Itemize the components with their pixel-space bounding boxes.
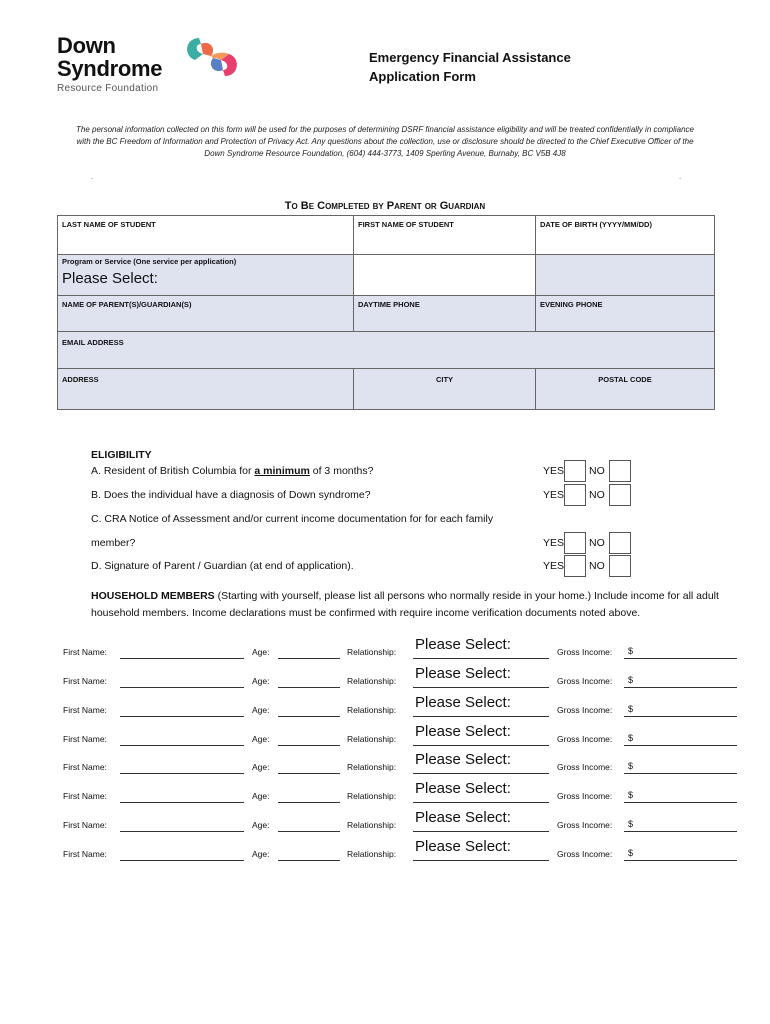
relationship-label: Relationship: (347, 734, 397, 744)
currency-symbol: $ (628, 646, 634, 656)
currency-symbol: $ (628, 761, 634, 771)
relationship-underline (413, 773, 549, 774)
age-input[interactable] (278, 716, 340, 717)
privacy-notice: The personal information collected on this form will be used for the purposes of determining DSRF financial assistance eligibility and will be treated confidentially in compliance with the BC Freedom of Information and Protection of Privacy Act. Any questions about the collection, use or disclosure should be directed to the Chief Executive Officer of the Down Syndrome Resource Foundation, (604) 444-3773, 1409 Sperling Avenue, Burnaby, BC V5B 4J8 (76, 125, 694, 158)
age-label: Age: (252, 791, 270, 801)
currency-symbol: $ (628, 733, 634, 743)
relationship-label: Relationship: (347, 820, 397, 830)
postal-code-label: POSTAL CODE (598, 375, 652, 384)
separator-dot-right: . (679, 172, 682, 181)
relationship-select[interactable]: Please Select: (415, 809, 511, 826)
email-field[interactable] (57, 331, 715, 369)
gross-income-label: Gross Income: (557, 676, 613, 686)
parent-names-label: NAME OF PARENT(S)/GUARDIAN(S) (62, 300, 192, 309)
gross-income-label: Gross Income: (557, 647, 613, 657)
first-name-label: First Name: (63, 734, 107, 744)
eligibility-question-c-line2: member? (91, 537, 136, 549)
relationship-underline (413, 860, 549, 861)
relationship-label: Relationship: (347, 762, 397, 772)
household-text: (Starting with yourself, please list all persons who normally reside in your home.) Include income for all adult household members. Income declarations must be confirmed with require income verification documents noted above. (91, 590, 719, 619)
first-name-label: First Name: (63, 791, 107, 801)
household-row (0, 751, 770, 781)
program-label: Program or Service (One service per application) (62, 257, 237, 266)
relationship-select[interactable]: Please Select: (415, 780, 511, 797)
document-title-line1: Emergency Financial Assistance (369, 50, 571, 65)
question-b-no-label: NO (589, 489, 605, 501)
household-row (0, 838, 770, 868)
eligibility-question-c-line1: C. CRA Notice of Assessment and/or current income documentation for for each family (91, 513, 494, 525)
relationship-label: Relationship: (347, 647, 397, 657)
eligibility-question-d: D. Signature of Parent / Guardian (at end of application). (91, 560, 354, 572)
first-name-input[interactable] (120, 716, 244, 717)
question-a-suffix: of 3 months? (309, 465, 374, 477)
last-name-field[interactable] (57, 215, 354, 255)
first-name-input[interactable] (120, 745, 244, 746)
age-label: Age: (252, 676, 270, 686)
gross-income-label: Gross Income: (557, 734, 613, 744)
relationship-underline (413, 687, 549, 688)
gross-income-input[interactable] (624, 831, 737, 832)
question-c-yes-checkbox[interactable] (564, 532, 586, 554)
daytime-phone-label: DAYTIME PHONE (358, 300, 420, 309)
age-input[interactable] (278, 773, 340, 774)
logo-text-line1: Down (57, 33, 116, 58)
first-name-label: First Name: (63, 849, 107, 859)
question-b-yes-label: YES (543, 489, 565, 501)
first-name-label: First Name: (63, 820, 107, 830)
gross-income-input[interactable] (624, 860, 737, 861)
currency-symbol: $ (628, 819, 634, 829)
age-label: Age: (252, 705, 270, 715)
household-row (0, 665, 770, 695)
dob-field[interactable] (535, 215, 715, 255)
gross-income-input[interactable] (624, 745, 737, 746)
gross-income-input[interactable] (624, 716, 737, 717)
relationship-select[interactable]: Please Select: (415, 723, 511, 740)
gross-income-label: Gross Income: (557, 791, 613, 801)
question-a-no-label: NO (589, 465, 605, 477)
relationship-underline (413, 658, 549, 659)
address-field[interactable] (57, 368, 354, 410)
question-a-prefix: A. Resident of British Columbia for (91, 465, 255, 477)
household-heading: HOUSEHOLD MEMBERS (91, 590, 215, 602)
relationship-select[interactable]: Please Select: (415, 838, 511, 855)
last-name-label: LAST NAME OF STUDENT (62, 220, 156, 229)
currency-symbol: $ (628, 704, 634, 714)
question-b-no-checkbox[interactable] (609, 484, 631, 506)
relationship-label: Relationship: (347, 676, 397, 686)
student-info-table (57, 215, 715, 411)
first-name-label: First Name: (63, 647, 107, 657)
currency-symbol: $ (628, 675, 634, 685)
logo-text-line2: Syndrome (57, 56, 163, 81)
eligibility-heading: ELIGIBILITY (91, 449, 152, 461)
relationship-select[interactable]: Please Select: (415, 636, 511, 653)
age-input[interactable] (278, 745, 340, 746)
parent-names-field[interactable] (57, 295, 354, 332)
first-name-input[interactable] (120, 687, 244, 688)
gross-income-label: Gross Income: (557, 849, 613, 859)
city-label: CITY (435, 375, 454, 384)
gross-income-input[interactable] (624, 687, 737, 688)
logo (57, 34, 257, 96)
currency-symbol: $ (628, 790, 634, 800)
logo-mark-icon (181, 34, 243, 80)
gross-income-label: Gross Income: (557, 762, 613, 772)
question-c-no-checkbox[interactable] (609, 532, 631, 554)
age-label: Age: (252, 734, 270, 744)
age-input[interactable] (278, 658, 340, 659)
household-row (0, 780, 770, 810)
program-select[interactable]: Please Select: (62, 270, 158, 287)
relationship-select[interactable]: Please Select: (415, 694, 511, 711)
age-label: Age: (252, 820, 270, 830)
section-heading (0, 200, 770, 212)
evening-phone-field[interactable] (535, 295, 715, 332)
first-name-label: First Name: (63, 676, 107, 686)
separator-dot-left: . (91, 172, 94, 181)
gross-income-input[interactable] (624, 802, 737, 803)
document-title (369, 48, 571, 86)
question-d-yes-label: YES (543, 560, 565, 572)
question-a-emphasis: a minimum (254, 465, 310, 477)
question-c-no-label: NO (589, 537, 605, 549)
relationship-select[interactable]: Please Select: (415, 665, 511, 682)
relationship-underline (413, 802, 549, 803)
first-name-field[interactable] (353, 215, 536, 255)
first-name-input[interactable] (120, 860, 244, 861)
eligibility-question-b: B. Does the individual have a diagnosis of Down syndrome? (91, 489, 371, 501)
age-input[interactable] (278, 687, 340, 688)
gross-income-input[interactable] (624, 773, 737, 774)
program-extra-field[interactable] (353, 254, 536, 296)
relationship-underline (413, 716, 549, 717)
first-name-input[interactable] (120, 831, 244, 832)
household-row (0, 809, 770, 839)
question-a-yes-checkbox[interactable] (564, 460, 586, 482)
age-input[interactable] (278, 802, 340, 803)
gross-income-label: Gross Income: (557, 820, 613, 830)
question-a-yes-label: YES (543, 465, 565, 477)
currency-symbol: $ (628, 848, 634, 858)
address-label: ADDRESS (62, 375, 99, 384)
section-heading-text: To Be Completed by Parent or Guardian (284, 200, 486, 212)
question-b-yes-checkbox[interactable] (564, 484, 586, 506)
question-d-no-checkbox[interactable] (609, 555, 631, 577)
postal-code-field[interactable] (535, 368, 715, 410)
first-name-label: FIRST NAME OF STUDENT (358, 220, 454, 229)
household-row (0, 723, 770, 753)
question-d-no-label: NO (589, 560, 605, 572)
relationship-underline (413, 745, 549, 746)
household-row (0, 694, 770, 724)
relationship-label: Relationship: (347, 791, 397, 801)
evening-phone-label: EVENING PHONE (540, 300, 603, 309)
gross-income-label: Gross Income: (557, 705, 613, 715)
document-title-line2: Application Form (369, 69, 476, 84)
first-name-input[interactable] (120, 773, 244, 774)
dob-label: DATE OF BIRTH (YYYY/MM/DD) (540, 220, 652, 229)
eligibility-question-a (91, 465, 373, 478)
city-field[interactable] (353, 368, 536, 410)
relationship-label: Relationship: (347, 849, 397, 859)
relationship-underline (413, 831, 549, 832)
question-c-yes-label: YES (543, 537, 565, 549)
gross-income-input[interactable] (624, 658, 737, 659)
household-instructions (91, 588, 751, 622)
logo-text-line3: Resource Foundation (57, 83, 159, 94)
age-label: Age: (252, 647, 270, 657)
email-label: EMAIL ADDRESS (62, 338, 124, 347)
age-label: Age: (252, 762, 270, 772)
age-input[interactable] (278, 831, 340, 832)
age-label: Age: (252, 849, 270, 859)
relationship-select[interactable]: Please Select: (415, 751, 511, 768)
first-name-input[interactable] (120, 658, 244, 659)
question-a-no-checkbox[interactable] (609, 460, 631, 482)
household-row (0, 636, 770, 666)
relationship-label: Relationship: (347, 705, 397, 715)
first-name-label: First Name: (63, 762, 107, 772)
first-name-input[interactable] (120, 802, 244, 803)
first-name-label: First Name: (63, 705, 107, 715)
program-blank-field (535, 254, 715, 296)
age-input[interactable] (278, 860, 340, 861)
question-d-yes-checkbox[interactable] (564, 555, 586, 577)
daytime-phone-field[interactable] (353, 295, 536, 332)
